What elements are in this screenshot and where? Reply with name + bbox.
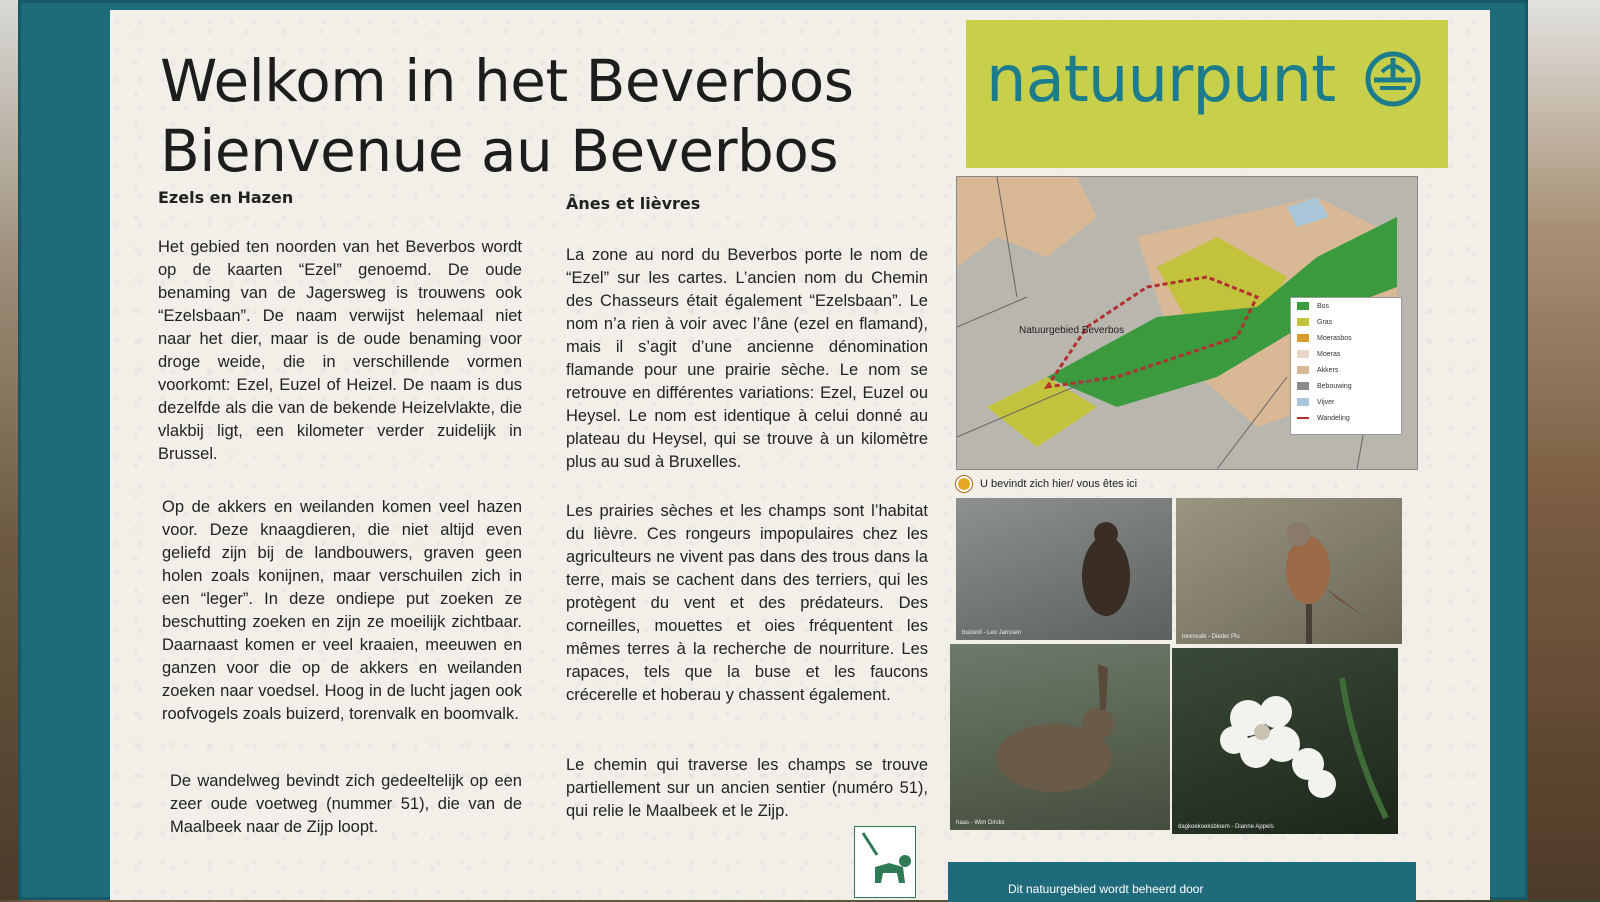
title-dutch: Welkom in het Beverbos — [160, 47, 854, 115]
management-footer-bar — [948, 862, 1416, 902]
photo-caption: torenvalk - Dieder Plu — [1182, 634, 1240, 640]
kestrel-photo — [1176, 498, 1402, 644]
legend-item: Wandeling — [1291, 410, 1401, 426]
paragraph-fr-1: La zone au nord du Beverbos porte le nom de “Ezel” sur les cartes. L’ancien nom du Chemin des Chasseurs était également “Ezelsbaan”. Le nom n’a rien à voir avec l’âne (ezel en flamand), mais il s’agit d’une ancienne dénomination flamande pour une prairie sèche. Le nom se retrouve en différentes variations: Ezel, Euzel ou Heysel. Le nom est identique à celui donné au plateau du Heysel, qui se trouve à un kilomètre plus au sud à Bruxelles. — [566, 246, 928, 471]
buzzard-photo — [956, 498, 1172, 640]
walking-route-sign — [854, 826, 916, 898]
map-area-label: Natuurgebied Beverbos — [1019, 325, 1125, 336]
photo-caption: haas - Wim Dirckx — [956, 820, 1005, 826]
sign-frame — [18, 0, 1528, 900]
buzzard-icon — [956, 498, 1172, 640]
management-footer-text: Dit natuurgebied wordt beheerd door — [1008, 882, 1204, 896]
campion-flower-photo — [1172, 648, 1398, 834]
legend-item: Bos — [1291, 298, 1401, 314]
location-marker-icon — [956, 476, 972, 492]
hare-photo — [950, 644, 1170, 830]
flower-icon — [1172, 648, 1398, 834]
legend-item: Gras — [1291, 314, 1401, 330]
paragraph-fr-2: Les prairies sèches et les champs sont l’habitat du lièvre. Ces rongeurs impopulaires chez les agriculteurs ne vivent pas dans des trous dans la terre, mais se cachent dans des terriers, qui les protègent du vent et des prédateurs. Des corneilles, mouettes et oies fréquentent les mêmes terres à la recherche de nourriture. Les rapaces, tels que la buse et les faucons crécerelle et hoberau y chassent également. — [566, 502, 928, 704]
legend-item: Moerasbos — [1291, 330, 1401, 346]
photo-caption: buizerd - Leo Janssen — [962, 630, 1022, 636]
paragraph-nl-2: Op de akkers en weilanden komen veel hazen voor. Deze knaagdieren, die niet altijd even geliefd zijn bij de landbouwers, graven geen holen zoals konijnen, maar verschuilen zich in een “leger”. In deze ondiepe put zoeken ze beschutting zoeken en zijn ze moeilijk zichtbaar. Daarnaast komen er veel kraaien, meeuwen en ganzen voor die op de akkers en weilanden zoeken naar voedsel. Hoog in de lucht jagen ook roofvogels zoals buizerd, torenvalk en boomvalk. — [162, 498, 522, 723]
title-french: Bienvenue au Beverbos — [160, 117, 839, 185]
natuurpunt-wordmark: natuurpunt — [986, 43, 1336, 117]
natuurpunt-logo-icon — [1364, 50, 1422, 108]
legend-item: Moeras — [1291, 346, 1401, 362]
sign-board — [110, 10, 1490, 900]
you-are-here-text: U bevindt zich hier/ vous êtes ici — [980, 478, 1138, 490]
heading-dutch: Ezels en Hazen — [158, 188, 294, 207]
hare-icon — [950, 644, 1170, 830]
paragraph-nl-3: De wandelweg bevindt zich gedeeltelijk op een zeer oude voetweg (nummer 51), die van de Maalbeek naar de Zijp loopt. — [170, 772, 522, 836]
area-map — [956, 176, 1418, 470]
paragraph-nl-1: Het gebied ten noorden van het Beverbos wordt op de kaarten “Ezel” genoemd. De oude benaming van de Jagersweg is trouwens ook “Ezelsbaan”. De naam verwijst helemaal niet naar het dier, maar is de oude benaming voor droge weide, die in verschillende vormen voorkomt: Ezel, Euzel of Heizel. De naam is dus dezelfde als die van de bekende Heizelvlakte, die vlakbij ligt, een kilometer verder zuidelijk in Brussel. — [158, 238, 522, 463]
heading-french: Ânes et lièvres — [566, 194, 701, 213]
paragraph-fr-3: Le chemin qui traverse les champs se trouve partiellement sur un ancien sentier (numéro 51), qui relie le Maalbeek et le Zijp. — [566, 756, 928, 820]
map-legend — [1290, 297, 1402, 435]
legend-item: Vijver — [1291, 394, 1401, 410]
kestrel-icon — [1176, 498, 1402, 644]
natuurpunt-banner — [966, 20, 1448, 168]
legend-item: Akkers — [1291, 362, 1401, 378]
you-are-here-note — [956, 476, 1137, 492]
legend-item: Bebouwing — [1291, 378, 1401, 394]
dog-walker-icon — [855, 827, 915, 897]
photo-caption: dagkoekoeksbloem - Dianne Appels — [1178, 824, 1274, 830]
